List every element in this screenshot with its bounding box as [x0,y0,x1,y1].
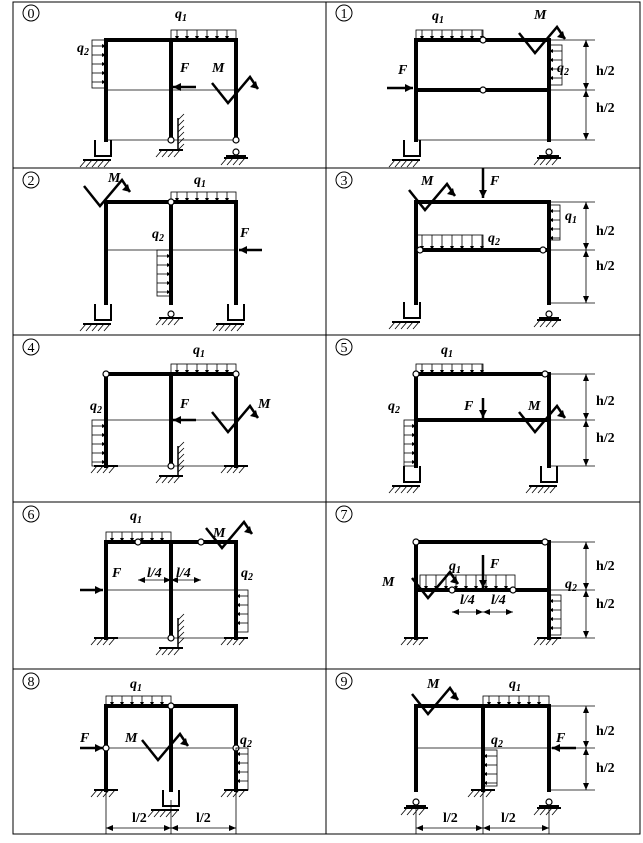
hatch [227,790,233,797]
hatch [227,466,233,473]
hatch [97,790,103,797]
hatch [174,648,180,655]
hatch [540,808,546,815]
hatch [174,476,180,483]
hatch [401,160,407,167]
hatch [413,322,419,329]
hatch [534,638,540,645]
label-9-3: F [556,731,566,746]
hatch [213,324,219,331]
hinge [480,37,486,43]
arrowhead [229,825,236,831]
hinge [540,247,546,253]
label-8-1: F [80,731,90,746]
arrowhead [583,542,589,549]
label-1-2: F [398,63,408,78]
hatch [231,324,237,331]
arrowhead [583,583,589,590]
hatch [401,486,407,493]
arrowhead [583,202,589,209]
hinge [413,799,419,805]
hatch [239,638,245,645]
hatch [401,638,407,645]
hatch [92,324,98,331]
label-9-2: $q_2$ [491,733,503,750]
hinge [168,311,174,317]
arrowhead [583,741,589,748]
hatch [540,158,546,165]
panel-number-5 [336,339,352,356]
label-7-0: F [490,557,500,572]
arrowhead [583,250,589,257]
hatch [239,158,245,165]
arrowhead [583,296,589,303]
hinge [542,371,548,377]
svg-text:0: 0 [27,7,35,22]
arrowhead [583,631,589,638]
arrowhead [416,825,423,831]
panel-number-2 [23,172,39,189]
hinge [546,311,552,317]
hinge [233,371,239,377]
hatch [552,808,558,815]
hatch [162,318,168,325]
label-6-3: l/4 [147,566,162,581]
hatch [178,614,184,620]
arrowhead [479,190,487,198]
arrowhead [452,609,459,615]
hinge [168,137,174,143]
hatch [156,476,162,483]
label-9-7: l/2 [501,811,516,826]
hatch [389,486,395,493]
slider-support [404,466,420,482]
moment-symbol [142,734,188,760]
panel-number-6 [23,506,39,523]
hatch [546,320,552,327]
label-8-4: l/2 [132,811,147,826]
arrowhead [542,825,549,831]
arrowhead [405,84,413,92]
arrowhead [583,374,589,381]
hatch [419,808,425,815]
hatch [550,486,556,493]
hinge [449,587,455,593]
label-3-1: F [490,174,500,189]
label-3-4: $q_2$ [488,231,500,248]
label-6-2: F [112,566,122,581]
hatch [156,648,162,655]
hatch [552,158,558,165]
hatch [221,638,227,645]
hatch [389,322,395,329]
hatch [413,486,419,493]
hatch [219,324,225,331]
label-9-6: l/2 [443,811,458,826]
label-4-0: $q_1$ [193,343,205,360]
label-8-3: $q_2$ [240,733,252,750]
hatch [174,318,180,325]
hinge [198,539,204,545]
hatch [92,160,98,167]
hatch [91,466,97,473]
hatch [91,790,97,797]
arrowhead [106,825,113,831]
arrowhead [583,90,589,97]
label-0-0: $q_1$ [175,7,187,24]
hatch [178,448,184,454]
label-0-3: M [212,61,225,76]
label-5-2: F [464,399,474,414]
hatch [109,466,115,473]
arrowhead [583,413,589,420]
arrowhead [95,586,103,594]
label-9-5: h/2 [596,761,615,776]
hatch [486,790,492,797]
hatch [552,320,558,327]
hatch [104,160,110,167]
arrowhead [583,243,589,250]
arrowhead [194,577,201,583]
svg-text:3: 3 [340,174,348,189]
label-9-4: h/2 [596,724,615,739]
label-4-1: $q_2$ [90,399,102,416]
hatch [172,810,178,817]
arrowhead [583,133,589,140]
arrowhead [583,420,589,427]
label-4-3: M [258,397,271,412]
hinge [510,587,516,593]
label-4-2: F [180,397,190,412]
hatch [540,320,546,327]
panel-number-4 [23,339,39,356]
arrowhead [583,706,589,713]
arrowhead [583,783,589,790]
label-6-5: $q_2$ [241,566,253,583]
arrowhead [583,459,589,466]
arrowhead [95,744,103,752]
label-7-6: h/2 [596,559,615,574]
arrowhead [476,825,483,831]
label-8-0: $q_1$ [130,677,142,694]
hatch [80,324,86,331]
label-3-2: $q_1$ [565,209,577,226]
hatch [534,158,540,165]
label-8-2: M [125,731,138,746]
svg-text:7: 7 [340,508,348,523]
hatch [407,322,413,329]
panel-number-7 [336,506,352,523]
hatch [162,150,168,157]
hatch [474,790,480,797]
hatch [178,626,184,632]
hatch [534,808,540,815]
hatch [160,810,166,817]
arrowhead [164,825,171,831]
label-2-1: $q_1$ [194,173,206,190]
hinge [413,371,419,377]
hatch [178,454,184,460]
frame-labels [77,7,615,826]
label-9-1: $q_1$ [509,677,521,694]
hatch [225,324,231,331]
hatch [178,114,184,120]
label-8-5: l/2 [196,811,211,826]
hatch [389,160,395,167]
hatch [168,648,174,655]
arrowhead [583,83,589,90]
hinge [103,745,109,751]
arrowhead [483,825,490,831]
hatch [221,158,227,165]
label-0-1: $q_2$ [77,41,89,58]
hatch [148,810,154,817]
svg-text:5: 5 [340,341,348,356]
hinge [168,199,174,205]
svg-text:4: 4 [27,341,35,356]
slider-support [95,140,111,156]
hatch [156,150,162,157]
label-1-3: $q_2$ [557,61,569,78]
label-5-5: h/2 [596,431,615,446]
label-6-1: M [213,526,226,541]
hatch [227,638,233,645]
slider-support [404,140,420,156]
hinge [233,149,239,155]
hatch [233,158,239,165]
label-2-3: F [240,226,250,241]
hatch [239,790,245,797]
hatch [227,158,233,165]
hatch [97,638,103,645]
hatch [239,466,245,473]
arrowhead [506,609,513,615]
hinge [233,137,239,143]
hatch [544,486,550,493]
arrowhead [239,246,247,254]
hatch [395,486,401,493]
hatch [395,322,401,329]
hatch [178,638,184,644]
hatch [526,486,532,493]
hinge [542,539,548,545]
hatch [156,318,162,325]
slider-support [228,304,244,320]
hatch [540,638,546,645]
label-3-0: M [421,174,434,189]
hinge [168,463,174,469]
hatch [178,442,184,448]
arrowhead [479,410,487,418]
hinge [103,371,109,377]
hatch [178,126,184,132]
label-7-4: l/4 [460,593,475,608]
hatch [413,160,419,167]
hatch [221,466,227,473]
hatch [552,638,558,645]
hatch [407,638,413,645]
hatch [407,486,413,493]
hatch [80,160,86,167]
label-5-0: $q_1$ [441,343,453,360]
label-3-3: h/2 [596,224,615,239]
hatch [395,160,401,167]
slider-support [541,466,557,482]
hatch [468,790,474,797]
hatch [221,790,227,797]
label-5-4: h/2 [596,394,615,409]
label-2-2: $q_2$ [152,227,164,244]
svg-text:6: 6 [27,508,35,523]
label-6-4: l/4 [176,566,191,581]
label-7-3: $q_2$ [565,577,577,594]
label-6-0: $q_1$ [130,509,142,526]
hatch [401,808,407,815]
hatch [91,638,97,645]
label-7-5: l/4 [491,593,506,608]
hatch [162,476,168,483]
label-3-5: h/2 [596,259,615,274]
panel-number-9 [336,673,352,690]
hatch [168,476,174,483]
arrowhead [138,577,145,583]
hinge [417,247,423,253]
hatch [104,324,110,331]
hatch [178,132,184,138]
svg-text:1: 1 [340,7,348,22]
hatch [534,320,540,327]
label-1-0: $q_1$ [432,9,444,26]
hatch [178,460,184,466]
hatch [178,120,184,126]
arrowhead [173,416,181,424]
hatch [532,486,538,493]
label-7-2: M [382,575,395,590]
arrowhead [483,609,490,615]
svg-text:9: 9 [340,675,348,690]
hatch [98,324,104,331]
label-5-1: $q_2$ [388,399,400,416]
arrowhead [583,748,589,755]
hatch [168,318,174,325]
panel-numbers [23,5,352,690]
panel-number-0 [23,5,39,22]
hatch [109,790,115,797]
label-7-7: h/2 [596,597,615,612]
svg-text:8: 8 [27,675,35,690]
hatch [419,638,425,645]
hatch [178,620,184,626]
label-1-4: h/2 [596,64,615,79]
panel-number-1 [336,5,352,22]
hatch [86,160,92,167]
hinge [168,635,174,641]
panel-number-3 [336,172,352,189]
hatch [162,648,168,655]
label-0-2: F [180,61,190,76]
hatch [168,150,174,157]
label-1-1: M [534,8,547,23]
hatch [178,632,184,638]
hatch [407,808,413,815]
hinge [546,799,552,805]
hinge [413,539,419,545]
hatch [109,638,115,645]
arrowhead [476,609,483,615]
label-2-0: M [108,171,121,186]
label-9-0: M [427,677,440,692]
hatch [538,486,544,493]
arrowhead [171,825,178,831]
slider-support [95,304,111,320]
hatch [97,466,103,473]
moment-symbol [412,572,458,598]
hatch [174,150,180,157]
hatch [401,322,407,329]
hinge [480,87,486,93]
hatch [407,160,413,167]
hatch [237,324,243,331]
svg-text:2: 2 [27,174,35,189]
hinge [135,539,141,545]
arrowhead [583,40,589,47]
distributed-load [420,575,515,590]
frame-structures [80,27,595,834]
label-1-5: h/2 [596,101,615,116]
label-5-3: M [528,399,541,414]
hatch [178,466,184,472]
hatch [154,810,160,817]
hatch [98,160,104,167]
hinge [546,149,552,155]
hatch [86,324,92,331]
arrowhead [583,590,589,597]
label-7-1: $q_1$ [449,559,461,576]
panel-number-8 [23,673,39,690]
hatch [178,138,184,144]
hatch [546,158,552,165]
hinge [168,703,174,709]
